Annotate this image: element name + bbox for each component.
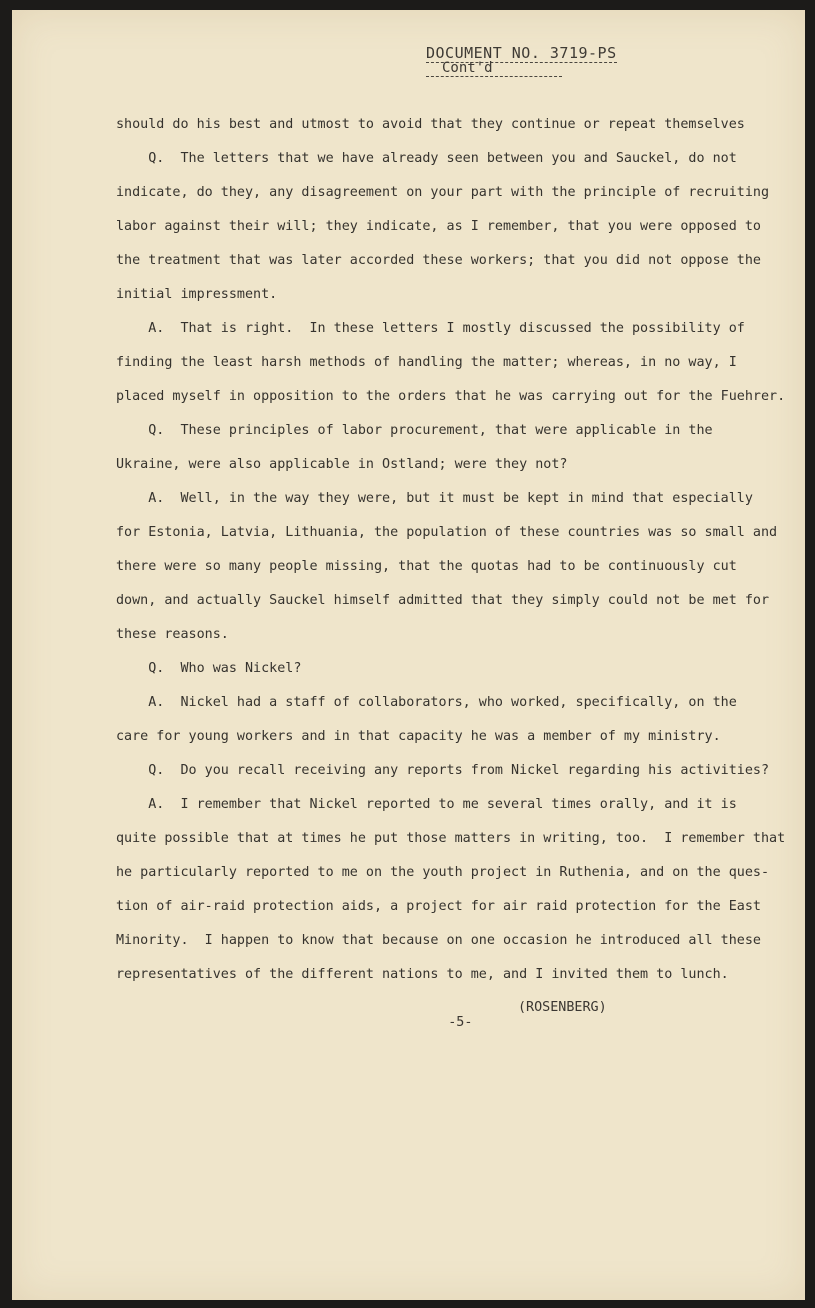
text-line: labor against their will; they indicate, as I remember, that you were opposed to <box>116 219 761 234</box>
text-line: placed myself in opposition to the orders that he was carrying out for the Fuehrer. <box>116 389 786 404</box>
text-line: tion of air-raid protection aids, a project for air raid protection for the East <box>116 899 761 914</box>
text-line: the treatment that was later accorded these workers; that you did not oppose the <box>116 253 761 268</box>
text-line: Q. These principles of labor procurement, that were applicable in the <box>116 423 713 438</box>
document-body <box>116 108 792 992</box>
text-line: he particularly reported to me on the youth project in Ruthenia, and on the ques- <box>116 865 770 880</box>
page-number: -5- <box>448 1015 473 1030</box>
text-line: A. That is right. In these letters I mostly discussed the possibility of <box>116 321 745 336</box>
text-line: Minority. I happen to know that because on one occasion he introduced all these <box>116 933 761 948</box>
continued-label: Cont'd <box>426 60 562 77</box>
page-footer <box>416 1000 607 1060</box>
text-line: Q. Do you recall receiving any reports from Nickel regarding his activities? <box>116 763 770 778</box>
text-line: initial impressment. <box>116 287 278 302</box>
text-line: Q. The letters that we have already seen between you and Sauckel, do not <box>116 151 737 166</box>
text-line: Ukraine, were also applicable in Ostland; were they not? <box>116 457 568 472</box>
text-line: care for young workers and in that capacity he was a member of my ministry. <box>116 729 721 744</box>
text-line: A. Nickel had a staff of collaborators, who worked, specifically, on the <box>116 695 737 710</box>
text-line: indicate, do they, any disagreement on your part with the principle of recruiting <box>116 185 770 200</box>
text-line: there were so many people missing, that the quotas had to be continuously cut <box>116 559 737 574</box>
text-line: A. Well, in the way they were, but it must be kept in mind that especially <box>116 491 753 506</box>
author-label: (ROSENBERG) <box>518 1000 607 1015</box>
text-line: quite possible that at times he put those matters in writing, too. I remember that <box>116 831 786 846</box>
text-line: these reasons. <box>116 627 229 642</box>
text-line: should do his best and utmost to avoid that they continue or repeat themselves <box>116 117 745 132</box>
text-line: A. I remember that Nickel reported to me several times orally, and it is <box>116 797 737 812</box>
document-header <box>426 44 626 77</box>
text-line: Q. Who was Nickel? <box>116 661 302 676</box>
document-page <box>12 10 805 1300</box>
document-number-text: DOCUMENT NO. 3719-PS <box>426 44 617 62</box>
text-line: for Estonia, Latvia, Lithuania, the population of these countries was so small and <box>116 525 778 540</box>
text-line: representatives of the different nations to me, and I invited them to lunch. <box>116 967 729 982</box>
text-line: finding the least harsh methods of handling the matter; whereas, in no way, I <box>116 355 737 370</box>
text-line: down, and actually Sauckel himself admitted that they simply could not be met for <box>116 593 770 608</box>
